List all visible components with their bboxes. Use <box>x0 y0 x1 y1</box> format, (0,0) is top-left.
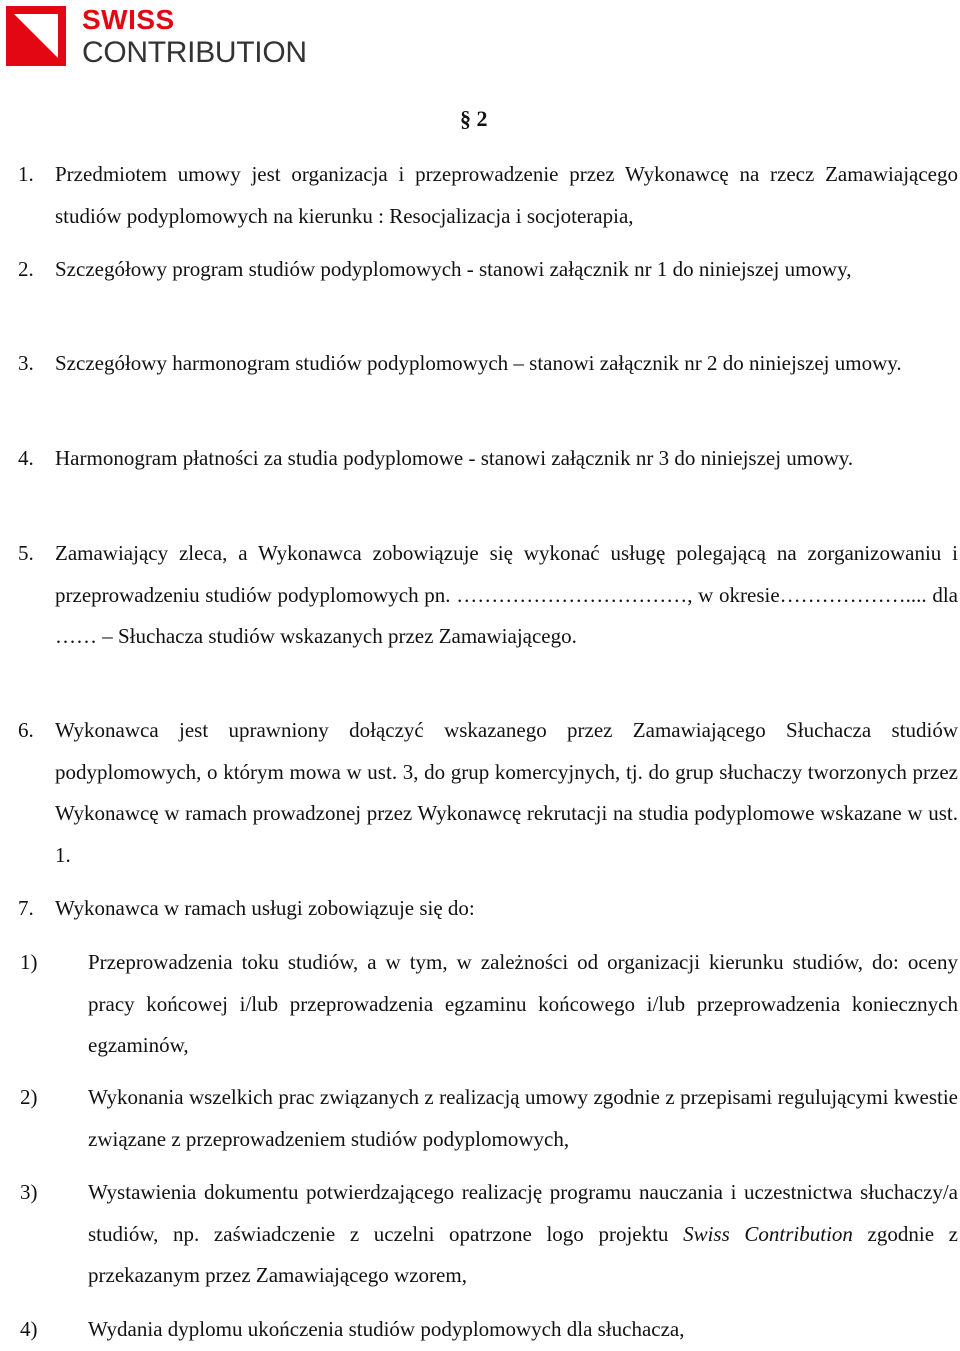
sub-item-text: Wykonania wszelkich prac związanych z realizacją umowy zgodnie z przepisami regulującymi kwestie związane z przeprowadzeniem studiów podyplomowych, <box>88 1085 958 1151</box>
item-text: Wykonawca w ramach usługi zobowiązuje się do: <box>55 896 475 920</box>
item-number: 4. <box>18 446 34 470</box>
section-heading: § 2 <box>460 106 488 131</box>
item-text: Szczegółowy harmonogram studiów podyplomowych – stanowi załącznik nr 2 do niniejszej umowy. <box>55 351 902 375</box>
sub-item-text: Przeprowadzenia toku studiów, a w tym, w zależności od organizacji kierunku studiów, do: oceny pracy końcowej i/lub przeprowadzenia egzaminu końcowego i/lub przeprowadzenia koniecznych egzaminów, <box>88 950 958 1057</box>
logo-contribution-text: CONTRIBUTION <box>82 36 307 69</box>
list-item <box>0 710 958 876</box>
sub-item-number: 4) <box>20 1317 38 1341</box>
sub-list-item <box>0 1077 958 1160</box>
item-number: 7. <box>18 896 34 920</box>
sub-item-text <box>88 1172 958 1297</box>
item-text: Szczegółowy program studiów podyplomowych - stanowi załącznik nr 1 do niniejszej umowy, <box>55 257 852 281</box>
sub-list-item <box>0 1172 958 1297</box>
sub-item-text-part: zgodnie z przekazanym przez Zamawiającego wzorem, <box>88 1221 958 1287</box>
list-item <box>0 438 958 480</box>
swiss-flag-icon <box>6 6 66 66</box>
sub-item-number: 1) <box>20 950 38 974</box>
item-text: Zamawiający zleca, a Wykonawca zobowiązuje się wykonać usługę polegającą na zorganizowaniu i przeprowadzeniu studiów podyplomowych pn. ……………………………, w okresie……………….... dla …… – Słuchacza studiów wskazanych przez Zamawiającego. <box>55 541 958 648</box>
item-text: Przedmiotem umowy jest organizacja i przeprowadzenie przez Wykonawcę na rzecz Zamawiającego studiów podyplomowych na kierunku : Resocjalizacja i socjoterapia, <box>55 162 958 228</box>
sub-list-item <box>0 942 958 1067</box>
list-item <box>0 533 958 658</box>
sub-item-number: 2) <box>20 1085 38 1109</box>
list-item <box>0 249 958 291</box>
sub-item-text-part: Wystawienia dokumentu potwierdzającego realizację programu nauczania i uczestnictwa słuchaczy/a studiów, np. zaświadczenie z uczelni opatrzone logo projektu <box>88 1180 958 1246</box>
sub-list-item <box>0 1309 958 1351</box>
project-name-italic: Swiss Contribution <box>683 1221 853 1246</box>
item-number: 5. <box>18 541 34 565</box>
list-item <box>0 154 958 237</box>
logo-swiss-text: SWISS <box>82 4 175 35</box>
item-number: 6. <box>18 718 34 742</box>
sub-item-number: 3) <box>20 1180 38 1204</box>
list-item <box>0 888 958 930</box>
item-number: 2. <box>18 257 34 281</box>
item-text: Harmonogram płatności za studia podyplomowe - stanowi załącznik nr 3 do niniejszej umowy. <box>55 446 854 470</box>
item-number: 1. <box>18 162 34 186</box>
list-item <box>0 343 958 385</box>
sub-item-text: Wydania dyplomu ukończenia studiów podyplomowych dla słuchacza, <box>88 1317 685 1341</box>
item-text: Wykonawca jest uprawniony dołączyć wskazanego przez Zamawiającego Słuchacza studiów podyplomowych, o którym mowa w ust. 3, do grup komercyjnych, tj. do grup słuchaczy tworzonych przez Wykonawcę w ramach prowadzonej przez Wykonawcę rekrutacji na studia podyplomowe wskazane w ust. 1. <box>55 718 958 867</box>
item-number: 3. <box>18 351 34 375</box>
